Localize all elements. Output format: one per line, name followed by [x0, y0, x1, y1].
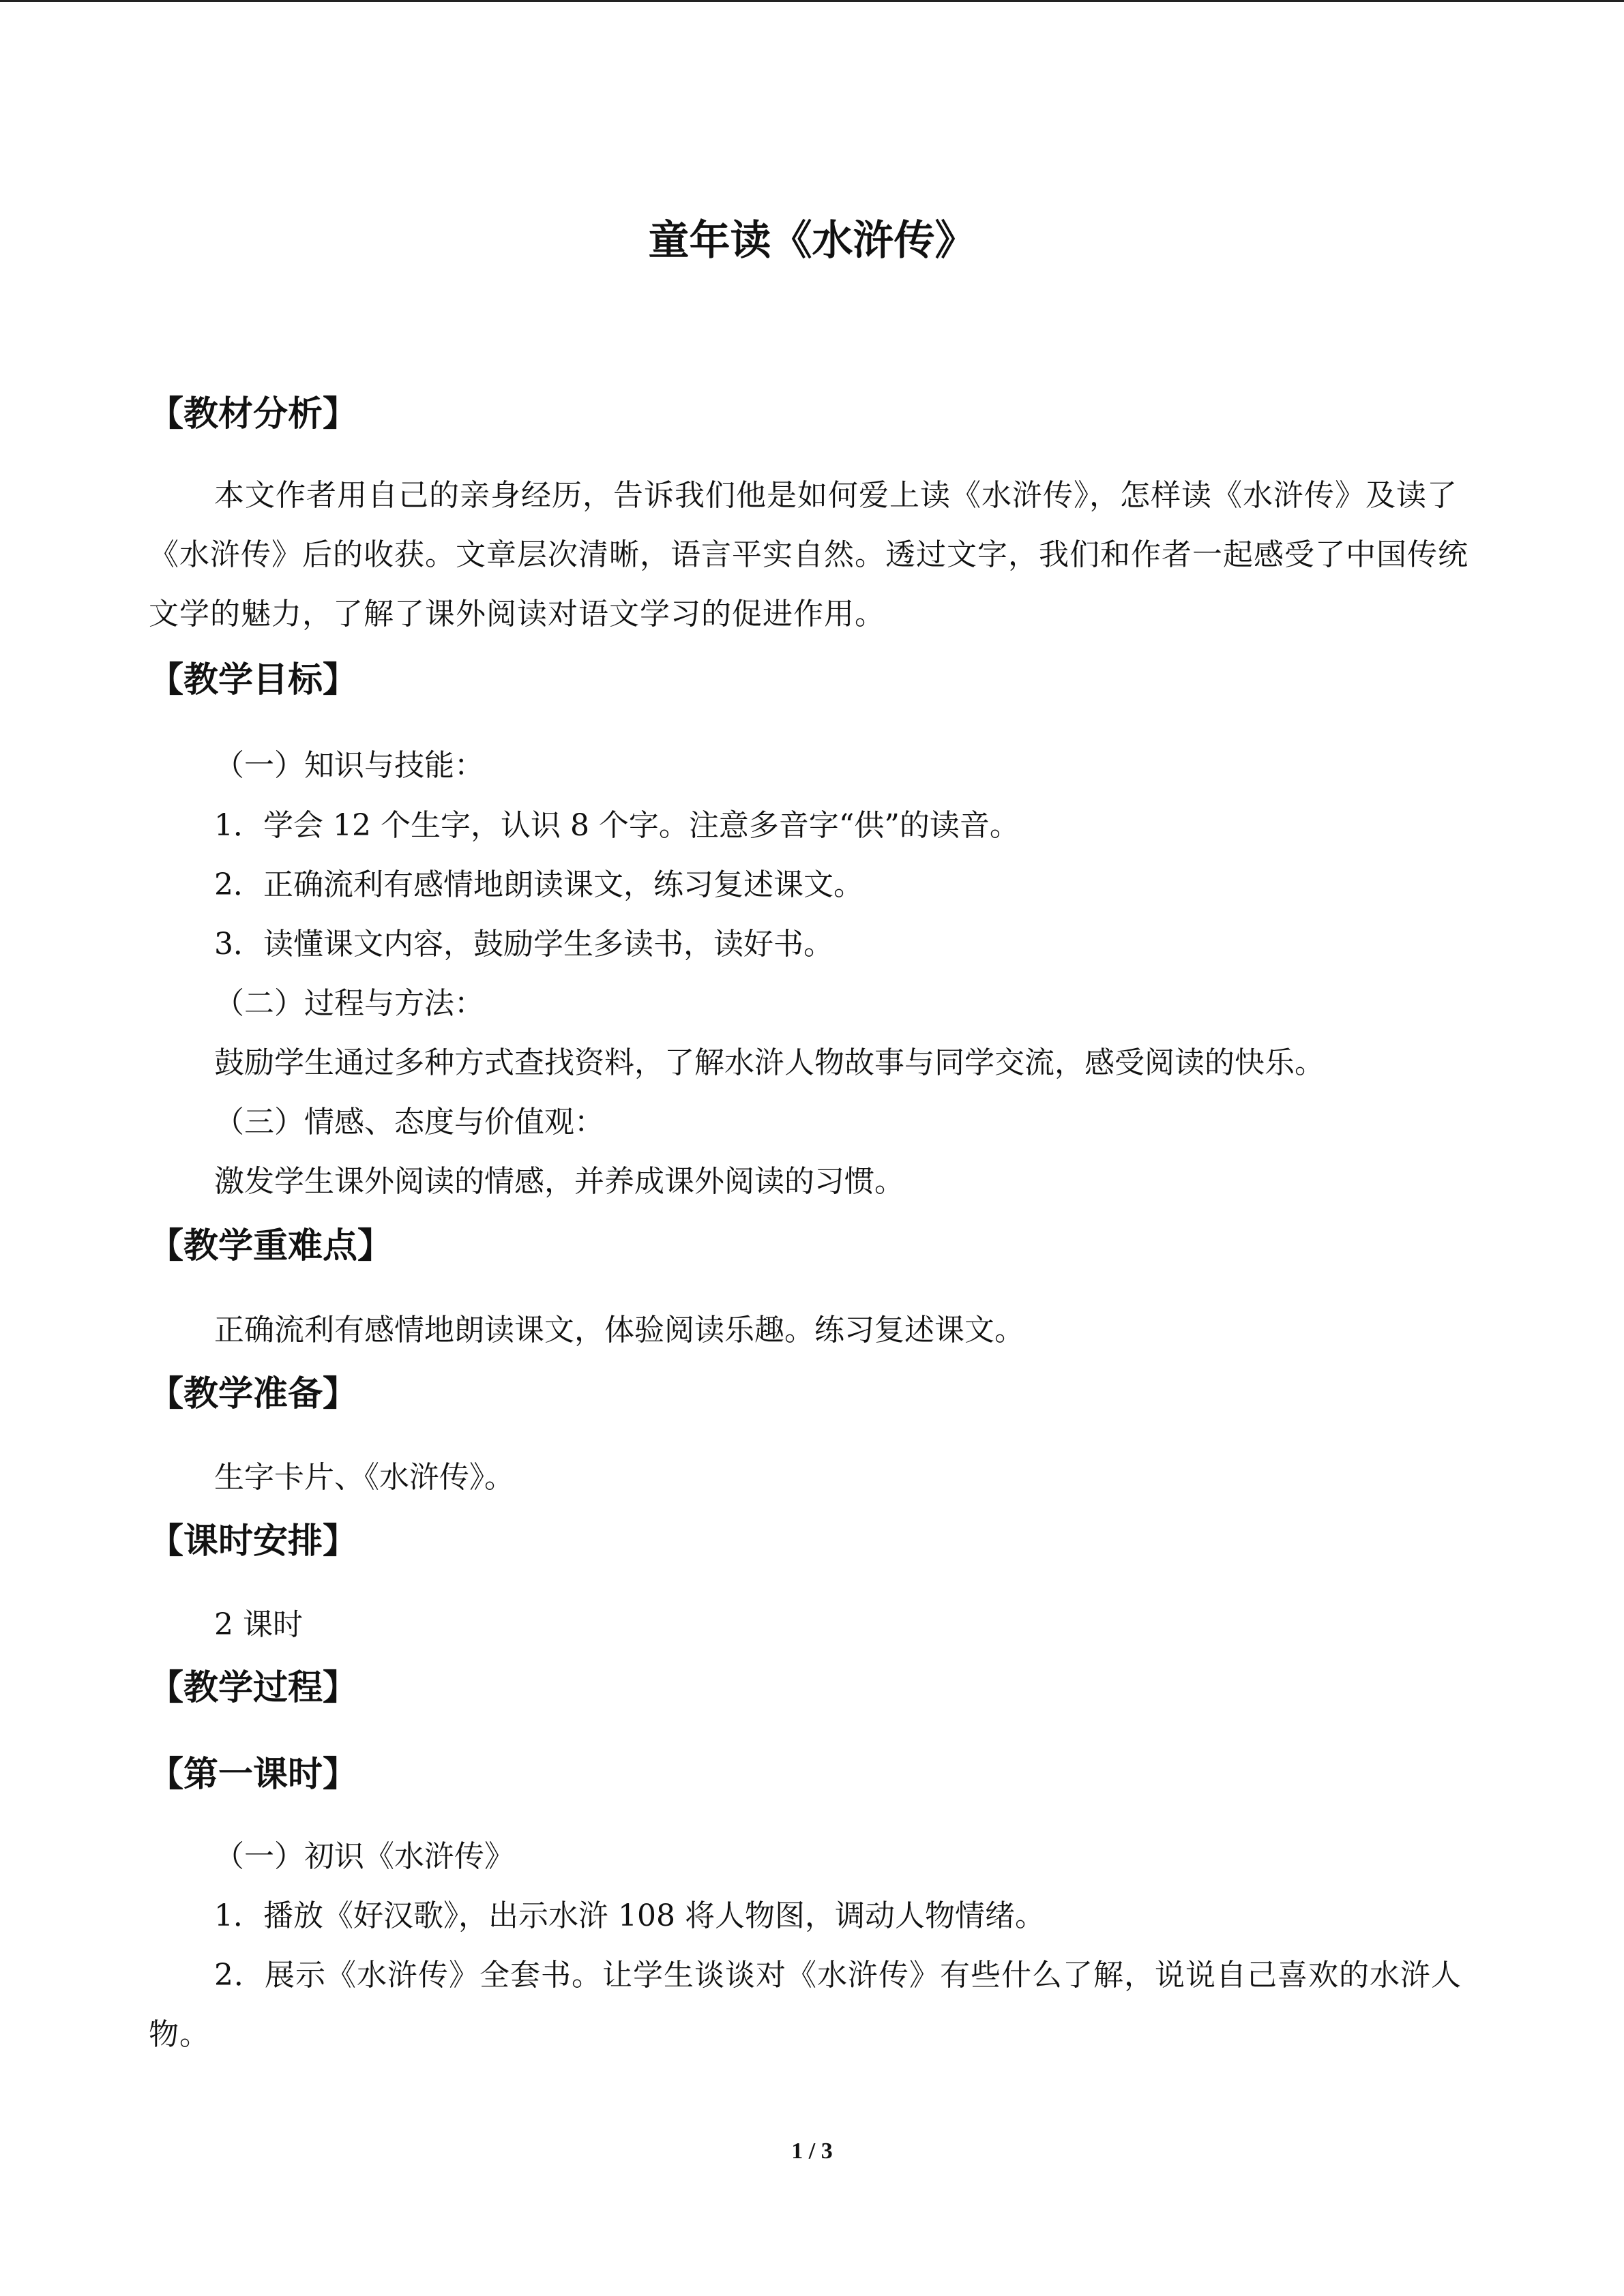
page-title: 童年读《水浒传》	[648, 217, 976, 265]
goals-item: 1．学会 12 个生字，认识 8 个字。注意多音字“供”的读音。	[214, 808, 1020, 843]
key-points-text: 正确流利有感情地朗读课文，体验阅读乐趣。练习复述课文。	[214, 1313, 1024, 1347]
heading-first-lesson: 【第一课时】	[149, 1755, 358, 1795]
schedule-text: 2 课时	[214, 1607, 303, 1642]
first-lesson-subheading: （一）初识《水浒传》	[214, 1839, 514, 1874]
heading-schedule: 【课时安排】	[149, 1521, 358, 1562]
heading-preparation: 【教学准备】	[149, 1374, 358, 1414]
heading-key-points: 【教学重难点】	[149, 1226, 393, 1266]
analysis-paragraph: 本文作者用自己的亲身经历，告诉我们他是如何爱上读《水浒传》，怎样读《水浒传》及读了《水浒传》后的收获。文章层次清晰，语言平实自然。透过文字，我们和作者一起感受了中国传统文学的魅力，了解了课外阅读对语文学习的促进作用。	[149, 478, 1468, 631]
heading-process: 【教学过程】	[149, 1668, 358, 1708]
heading-analysis: 【教材分析】	[149, 394, 358, 434]
goals-subheading-knowledge: （一）知识与技能：	[214, 748, 484, 783]
first-lesson-paragraph: 2．展示《水浒传》全套书。让学生谈谈对《水浒传》有些什么了解，说说自己喜欢的水浒人物。	[149, 1958, 1462, 2052]
page-number: 1 / 3	[791, 2138, 833, 2164]
goals-subheading-method: （二）过程与方法：	[214, 986, 484, 1021]
goals-subheading-emotion: （三）情感、态度与价值观：	[214, 1105, 604, 1139]
preparation-text: 生字卡片、《水浒传》。	[214, 1460, 514, 1495]
heading-goals: 【教学目标】	[149, 660, 358, 700]
first-lesson-item: 1．播放《好汉歌》，出示水浒 108 将人物图，调动人物情绪。	[214, 1898, 1045, 1933]
goals-item: 2．正确流利有感情地朗读课文，练习复述课文。	[214, 867, 863, 902]
goals-item: 鼓励学生通过多种方式查找资料，了解水浒人物故事与同学交流，感受阅读的快乐。	[214, 1045, 1325, 1080]
goals-item: 3．读懂课文内容，鼓励学生多读书，读好书。	[214, 927, 833, 961]
goals-item: 激发学生课外阅读的情感，并养成课外阅读的习惯。	[214, 1164, 904, 1199]
